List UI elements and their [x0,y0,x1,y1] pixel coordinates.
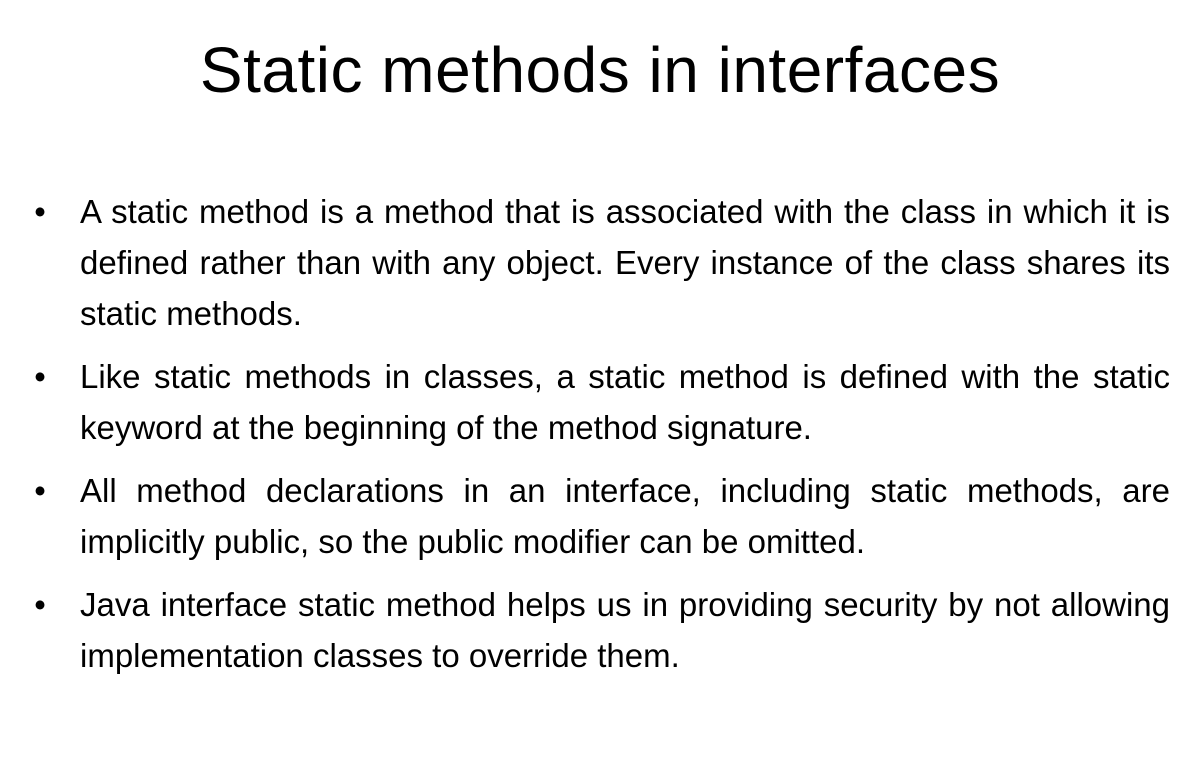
slide-title: Static methods in interfaces [199,34,1001,106]
bullet-text: A static method is a method that is associated with the class in which it is defined rather than with any object. Every instance of the class shares its static methods. [80,193,1170,332]
bullet-item [28,465,1170,567]
bullet-icon: • [34,193,46,230]
bullet-text: All method declarations in an interface, including static methods, are implicitly public, so the public modifier can be omitted. [80,472,1170,560]
bullet-icon: • [34,586,46,623]
bullet-item [28,579,1170,681]
bullet-item [28,351,1170,453]
bullet-icon: • [34,472,46,509]
bullet-icon: • [34,358,46,395]
bullet-text: Like static methods in classes, a static method is defined with the static keyword at the beginning of the method signature. [80,358,1170,446]
bullet-text: Java interface static method helps us in providing security by not allowing implementation classes to override them. [80,586,1170,674]
bullet-list [28,186,1170,693]
bullet-item [28,186,1170,339]
